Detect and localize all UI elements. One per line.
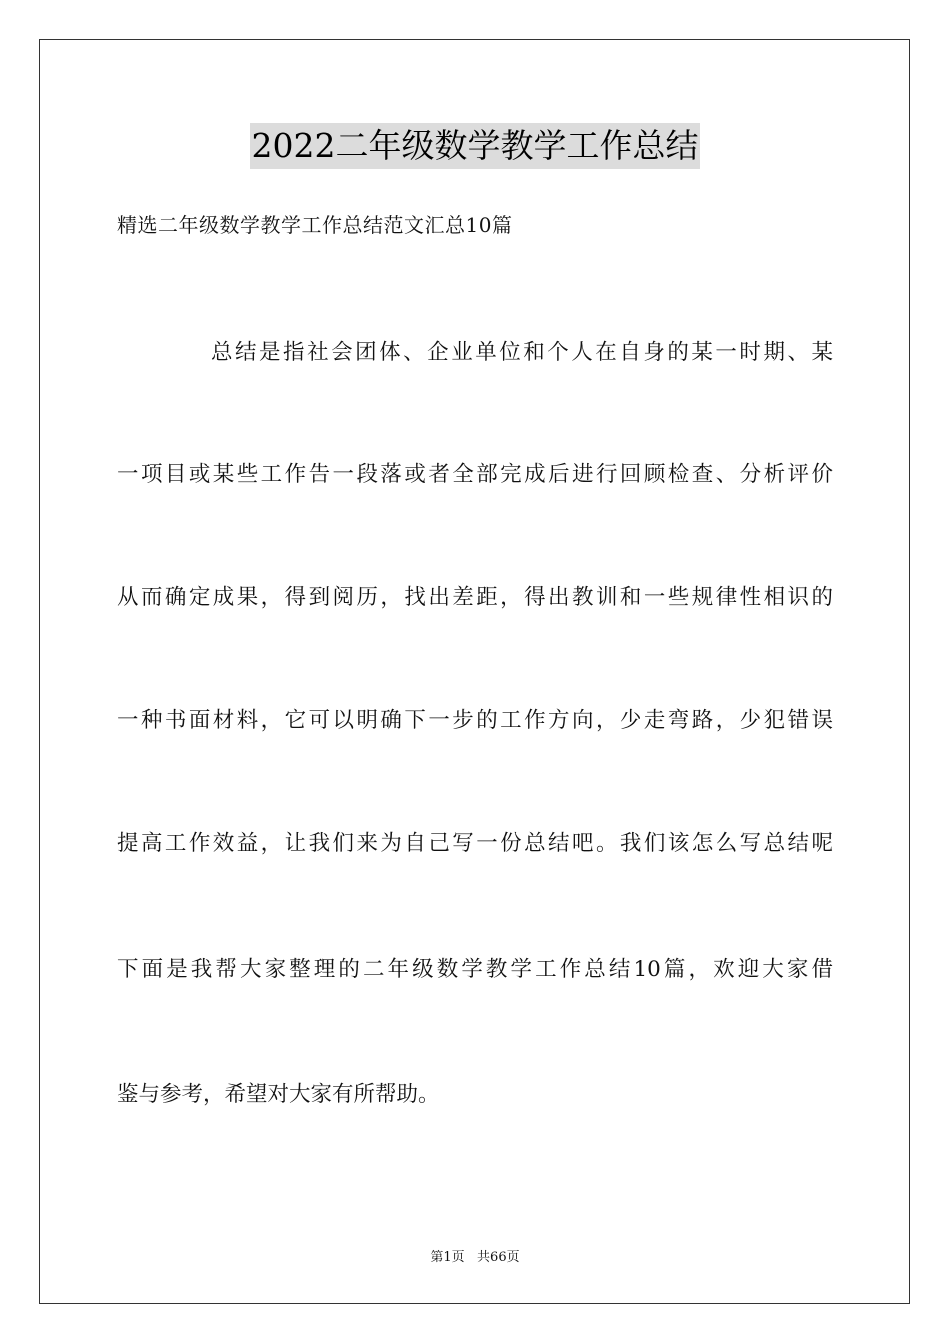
paragraph-line-6: 下面是我帮大家整理的二年级数学教学工作总结10篇，欢迎大家借 bbox=[117, 957, 833, 982]
paragraph-line-7: 鉴与参考，希望对大家有所帮助。 bbox=[117, 1082, 440, 1107]
paragraph-line-1: 总结是指社会团体、企业单位和个人在自身的某一时期、某 bbox=[211, 340, 833, 365]
paragraph-line-5: 提高工作效益，让我们来为自己写一份总结吧。我们该怎么写总结呢 bbox=[117, 831, 833, 856]
paragraph-line-2: 一项目或某些工作告一段落或者全部完成后进行回顾检查、分析评价 bbox=[117, 462, 833, 487]
paragraph-line-3: 从而确定成果，得到阅历，找出差距，得出教训和一些规律性相识的 bbox=[117, 585, 833, 610]
document-subtitle: 精选二年级数学教学工作总结范文汇总10篇 bbox=[117, 213, 513, 237]
page-footer: 第1页 共66页 bbox=[430, 1250, 520, 1265]
title-container bbox=[0, 123, 950, 169]
document-title: 2022二年级数学教学工作总结 bbox=[250, 123, 701, 169]
paragraph-line-4: 一种书面材料，它可以明确下一步的工作方向，少走弯路，少犯错误 bbox=[117, 708, 833, 733]
